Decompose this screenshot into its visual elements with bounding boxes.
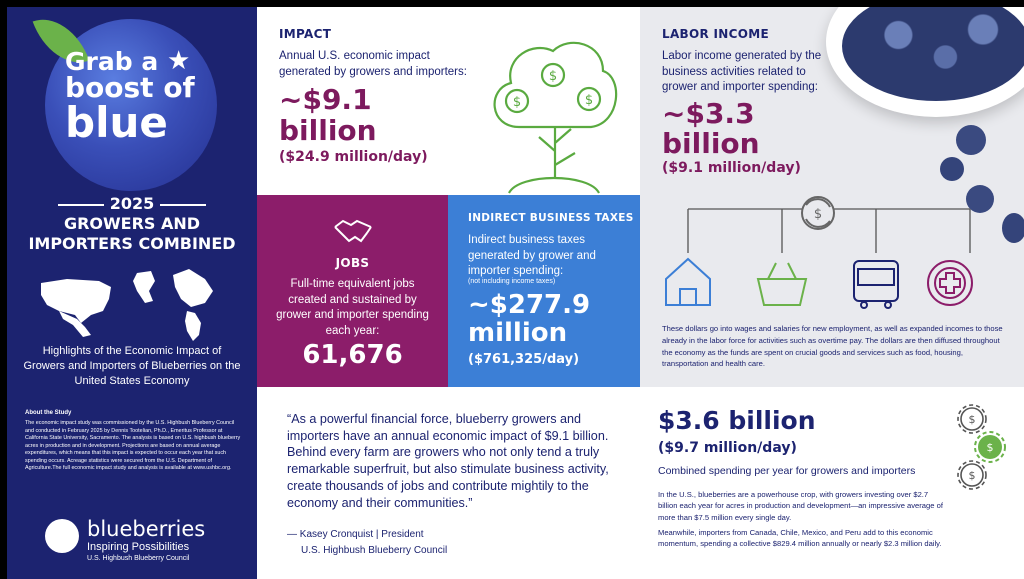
about-the-study [25,409,243,472]
left-sidebar [7,7,257,579]
svg-text:$: $ [968,469,976,482]
brand-name: blueberries [87,517,206,541]
labor-value-line1: ~$3.3 [662,97,755,130]
jobs-value: 61,676 [302,340,403,370]
quote-org: U.S. Highbush Blueberry Council [301,545,448,556]
indirect-taxes-panel [448,195,640,387]
spending-flow-diagram [640,193,1024,311]
title-line2: IMPORTERS COMBINED [28,234,236,253]
taxes-per-day: ($761,325/day) [468,352,580,367]
svg-text:$: $ [584,93,594,108]
spending-panel [640,387,1024,579]
svg-text:$: $ [813,207,823,222]
logo-line3: blue [65,98,168,147]
taxes-description: Indirect business taxes generated by grower and importer spending: [468,234,596,278]
about-heading: About the Study [25,410,72,416]
gears-icon [952,401,1012,493]
svg-text:$: $ [968,413,976,426]
peru-map-icon [133,271,155,303]
divider [58,204,104,206]
house-icon [666,259,710,305]
spending-paragraph-2: Meanwhile, importers from Canada, Chile, Mexico, and Peru add to this economic momentum, spending a collective $829.4 million annually or nearly $2.3 million daily. [658,528,942,549]
impact-per-day: ($24.9 million/day) [279,149,428,165]
brand-org: U.S. Highbush Blueberry Council [87,555,190,562]
labor-description: Labor income generated by the business activities related to grower and importer spending: [662,50,822,94]
brand-tagline: Inspiring Possibilities [87,541,190,553]
country-maps [37,265,227,345]
about-body: The economic impact study was commissioned by the U.S. Highbush Blueberry Council and conducted in February 2025 by Dennis Tootelian, Ph.D., Emeritus Professor at California State University, Sacramento. The analysis is based on U.S. highbush blueberry acres in production and in development. Projections are based on annual average expenditures, which means that this impact is expected to occur each year that such spending occurs. Acreage statistics were secured from the U.S. Department of Agriculture.The full economic impact study and analysis is available at www.ushbc.org. [25,420,241,471]
recycle-dollar-icon [802,197,834,229]
jobs-panel [257,195,448,387]
labor-value-line2: billion [662,127,760,160]
taxes-note: (not including income taxes) [468,278,556,285]
taxes-heading: INDIRECT BUSINESS TAXES [468,212,634,224]
handshake-icon [333,215,373,245]
spending-subtitle: Combined spending per year for growers and importers [658,465,916,477]
spending-value: $3.6 billion [658,406,816,435]
svg-text:$: $ [986,441,994,454]
spending-per-day: ($9.7 million/day) [658,440,797,456]
quote-panel [257,387,640,579]
taxes-value-line2: million [468,318,568,348]
highlights-text: Highlights of the Economic Impact of Growers and Importers of Blueberries on the United States Economy [23,345,241,387]
blueberry-logo-icon [45,519,79,553]
spending-paragraph-1: In the U.S., blueberries are a powerhouse crop, with growers investing over $2.7 billion each year for acres in production and development—an impressive average of more than $7.5 million every single day. [658,490,943,522]
divider [160,204,206,206]
star-icon: ★ [167,45,191,75]
quote-text: “As a powerful financial force, blueberry growers and importers have an annual economic impact of $9.1 billion. Behind every farm are growers who not only tend a truly remarkable superfruit, but also stimulate business activity, create thousands of jobs and contribute mightily to the economy and their communities.” [287,412,609,510]
grab-a-boost-logo [45,19,217,191]
title-line1: GROWERS AND [63,214,201,233]
blueberry-photo [940,157,964,181]
blueberries-brand [45,515,245,565]
impact-panel [257,7,640,195]
impact-heading: IMPACT [279,27,332,41]
quote-author: — Kasey Cronquist | President [287,529,424,540]
logo-line1: Grab a [65,47,159,76]
labor-income-panel [640,7,1024,387]
chile-map-icon [185,311,201,341]
money-tree-icon [479,27,629,195]
bus-icon [854,261,898,308]
taxes-value-line1: ~$277.9 [468,290,591,320]
labor-per-day: ($9.1 million/day) [662,160,801,176]
labor-paragraph: These dollars go into wages and salaries for new employment, as well as expanded incomes to those already in the labor force for activities such as overtime pay. The dollars are then diffused throughout the economy as the funds are spent on crucial goods and services such as food, housing, transportation and health care. [662,324,1003,369]
svg-text:$: $ [512,95,522,110]
report-title [7,194,257,254]
usa-map-icon [41,279,111,323]
impact-value-line2: billion [279,114,377,147]
logo-text [65,47,215,147]
blueberry-photo [956,125,986,155]
canada-map-icon [173,269,213,307]
health-cross-icon [928,261,972,305]
impact-value-line1: ~$9.1 [279,83,372,116]
impact-description: Annual U.S. economic impact generated by growers and importers: [279,50,467,78]
jobs-description: Full-time equivalent jobs created and sustained by grower and importer spending each year: [276,278,429,337]
jobs-heading: JOBS [335,256,370,270]
logo-line2: boost of [65,71,195,104]
report-year: 2025 [109,194,155,213]
svg-text:$: $ [548,69,558,84]
blueberry-bowl-photo [826,7,1024,117]
labor-heading: LABOR INCOME [662,27,769,41]
grocery-basket-icon [758,263,806,305]
